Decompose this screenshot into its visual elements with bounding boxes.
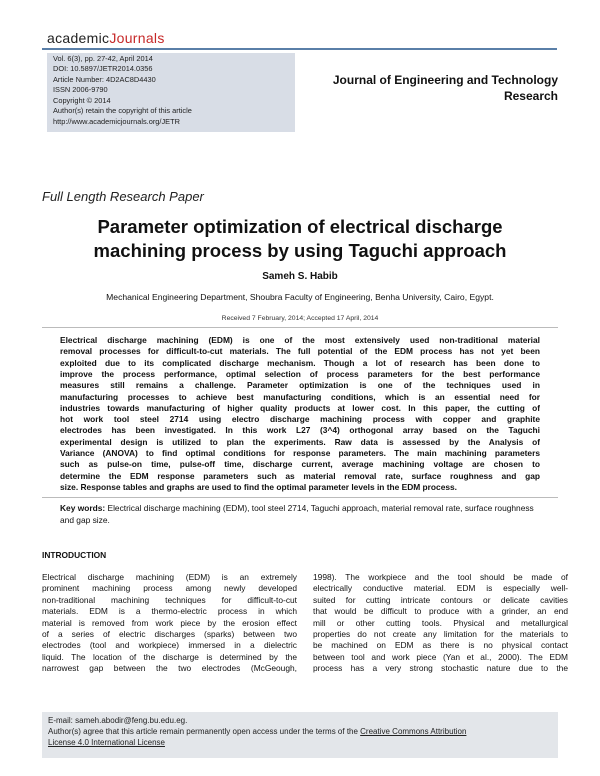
abstract-line: improve the process performance, optimal selection of process parameters for the best performance: [60, 368, 540, 379]
paper-title-line1: Parameter optimization of electrical discharge: [97, 216, 503, 237]
abstract-line: industries towards manufacturing of higher quality products at lower cost. In this paper, the cutting of: [60, 402, 540, 413]
body-line: process has a very strong stochastic nature due to the: [313, 663, 568, 674]
body-line: suited for cutting intricate contours or delicate cavities: [313, 594, 568, 605]
abstract-line: measures still remains a challenge. Parameter optimization is one of the techniques used in: [60, 380, 540, 391]
abstract-line: removal processes for difficult-to-cut materials. The full potential of the EDM process has not yet been: [60, 346, 540, 357]
license-link[interactable]: Creative Commons Attribution: [360, 727, 467, 736]
body-column-right: [313, 572, 568, 675]
license-statement-cont: [48, 737, 165, 748]
body-line: material is removed from work piece by the erosion effect: [42, 617, 297, 628]
body-line: electrodes (tool and workpiece) immersed in a dielectric: [42, 640, 297, 651]
abstract-line: size. Response tables and graphs are used to find the optimal parameter levels in the EDM process.: [60, 481, 457, 492]
journal-title-line2: Research: [503, 89, 558, 103]
article-meta-box: [47, 53, 295, 132]
abstract-line: Variance (ANOVA) to find optimal conditions for response parameters. The main machining parameters: [60, 448, 540, 458]
body-line: non-traditional machining techniques for difficult-to-cut: [42, 594, 297, 605]
abstract-line: determine the EDM response parameters such as material removal rate, surface roughness and gap: [60, 470, 540, 481]
meta-article-number: Article Number: 4D2AC8D4430: [53, 74, 156, 84]
license-statement: [48, 726, 466, 737]
body-line: electrically conductive material. EDM is especially well-: [313, 583, 568, 594]
document-type: Full Length Research Paper: [42, 189, 204, 204]
body-line: prominent machining process among newly developed: [42, 583, 297, 594]
body-line: mill or other cutting tools. Physical and metallurgical: [313, 617, 568, 628]
body-line: be machined on EDM as there is no physical contact: [313, 640, 568, 651]
abstract-line: exploited due to its complicated discharge mechanism. Though a lot of research has been done to: [60, 357, 540, 368]
journal-title-line1: Journal of Engineering and Technology: [332, 73, 558, 87]
abstract-line: Electrical discharge machining (EDM) is one of the most extensively used non-traditional material: [60, 335, 540, 345]
license-link-cont[interactable]: License 4.0 International License: [48, 738, 165, 747]
meta-copyright: Copyright © 2014: [53, 95, 111, 105]
paper-title: [40, 215, 560, 263]
author-name: Sameh S. Habib: [262, 271, 338, 282]
meta-rights: Author(s) retain the copyright of this article: [53, 106, 192, 115]
body-line: Electrical discharge machining (EDM) is an extremely: [42, 572, 297, 582]
meta-volume: Vol. 6(3), pp. 27-42, April 2014: [53, 54, 153, 63]
keywords-text: Electrical discharge machining (EDM), tool steel 2714, Taguchi approach, material removal rate, surface roughness and gap size.: [60, 503, 534, 525]
body-line: properties do not create any limitation for the materials to: [313, 629, 568, 640]
abstract-line: hot work tool steel 2714 using electro discharge machining process with copper and graphite: [60, 414, 540, 425]
publisher-logo[interactable]: [47, 30, 165, 46]
received-dates: Received 7 February, 2014; Accepted 17 April, 2014: [221, 315, 379, 322]
header-rule: [42, 48, 557, 50]
author-affiliation: Mechanical Engineering Department, Shoubra Faculty of Engineering, Benha University, Cairo, Egypt.: [106, 292, 494, 302]
body-line: materials. EDM is a thermo-electric process in which: [42, 606, 297, 617]
keywords-label: Key words:: [60, 503, 106, 513]
license-text: Author(s) agree that this article remain permanently open access under the terms of the: [48, 727, 361, 736]
corresponding-email[interactable]: E-mail: sameh.abodir@feng.bu.edu.eg.: [48, 716, 188, 725]
abstract-line: manufacturing processes to achieve best manufacturing conditions, which is an essential need for: [60, 391, 540, 402]
body-line: liquid. The location of the discharge is determined by the: [42, 651, 297, 662]
logo-suffix: Journals: [109, 30, 165, 46]
meta-doi: DOI: 10.5897/JETR2014.0356: [53, 64, 153, 73]
abstract-line: electrodes has been investigated. In this work L27 (3^4) orthogonal array based on the Taguchi: [60, 425, 540, 436]
section-heading-introduction: INTRODUCTION: [42, 550, 107, 560]
body-column-left: [42, 572, 297, 675]
footer-notes: [42, 712, 558, 758]
body-line: of a series of electric discharges (sparks) between two: [42, 629, 297, 640]
body-line: between tool and work piece (Yan et al., 2000). The EDM: [313, 651, 568, 662]
abstract-line: experimental design is utilized to plan the experiments. Raw data is assessed by the Analysis of: [60, 436, 540, 447]
body-line: 1998). The workpiece and the tool should be made of: [313, 572, 568, 582]
logo-prefix: academic: [47, 30, 110, 46]
meta-url[interactable]: http://www.academicjournals.org/JETR: [53, 116, 180, 126]
meta-issn: ISSN 2006-9790: [53, 85, 108, 94]
body-line: narrowest gap between the two electrodes (McGeough,: [42, 663, 297, 674]
abstract-line: such as pulse-on time, pulse-off time, discharge current, average machining voltage are chosen to: [60, 459, 540, 470]
paper-title-line2: machining process by using Taguchi approach: [93, 240, 507, 261]
abstract: [42, 327, 558, 498]
journal-title: [300, 72, 558, 104]
body-line: that would be difficult to produce with a grinder, an end: [313, 606, 568, 617]
keywords: [60, 503, 550, 526]
